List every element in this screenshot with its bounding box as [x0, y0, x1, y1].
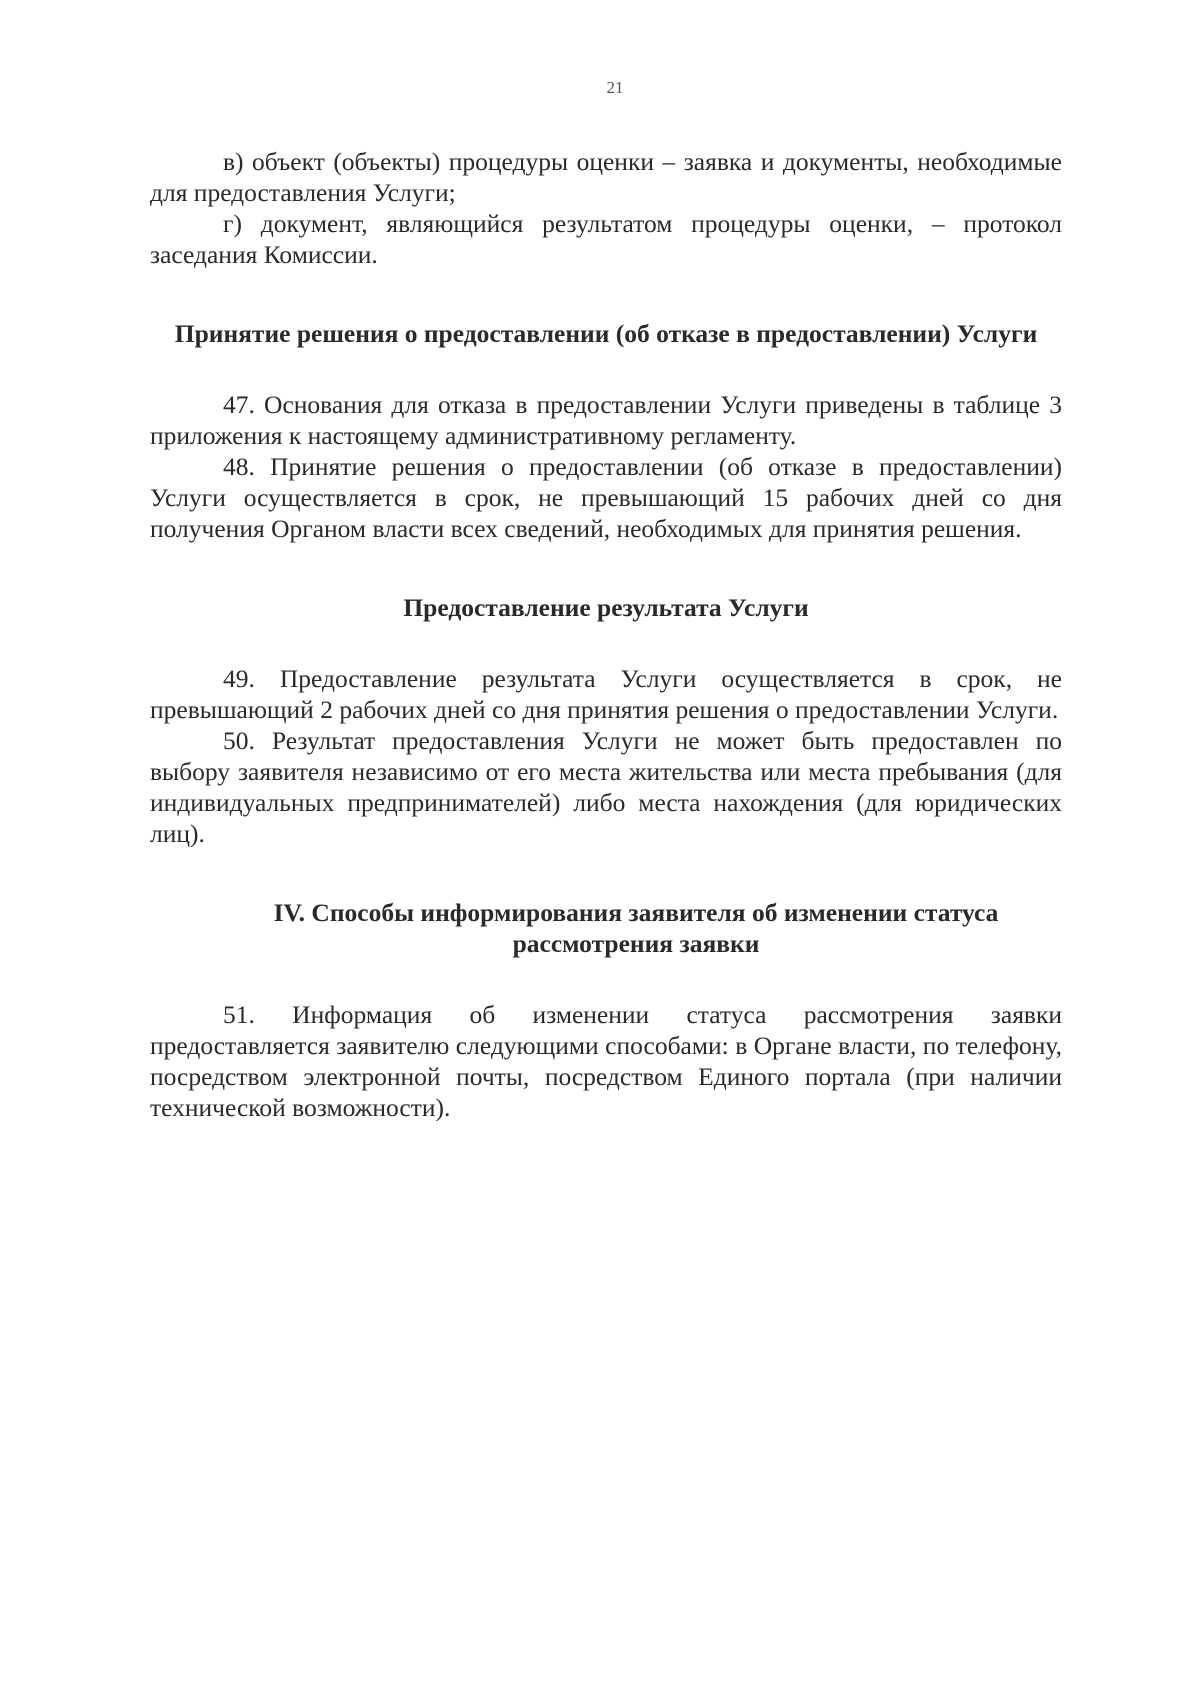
paragraph-47: 47. Основания для отказа в предоставлении Услуги приведены в таблице 3 приложения к настоящему административному регламенту.: [150, 390, 1062, 450]
section-heading-result: Предоставление результата Услуги: [403, 593, 809, 622]
paragraph-51: 51. Информация об изменении статуса рассмотрения заявки предоставляется заявителю следующими способами: в Органе власти, по телефону, посредством электронной почты, посредством Единого портала (при наличии технической возможности).: [150, 1000, 1062, 1122]
paragraph-49: 49. Предоставление результата Услуги осуществляется в срок, не превышающий 2 рабочих дней со дня принятия решения о предоставлении Услуги.: [150, 664, 1062, 724]
section-heading-decision: Принятие решения о предоставлении (об отказе в предоставлении) Услуги: [174, 319, 1038, 348]
page-number: 21: [606, 78, 624, 97]
paragraph-50: 50. Результат предоставления Услуги не может быть предоставлен по выбору заявителя независимо от его места жительства или места пребывания (для индивидуальных предпринимателей) либо места нахождения (для юридических лиц).: [150, 726, 1062, 848]
document-body: [150, 146, 1062, 1123]
section-heading-informing: IV. Способы информирования заявителя об изменении статуса рассмотрения заявки: [273, 898, 999, 958]
paragraph-48: 48. Принятие решения о предоставлении (об отказе в предоставлении) Услуги осуществляется в срок, не превышающий 15 рабочих дней со дня получения Органом власти всех сведений, необходимых для принятия решения.: [150, 452, 1062, 543]
paragraph-v: в) объект (объекты) процедуры оценки – заявка и документы, необходимые для предоставления Услуги;: [150, 147, 1062, 207]
paragraph-g: г) документ, являющийся результатом процедуры оценки, – протокол заседания Комиссии.: [150, 209, 1062, 269]
